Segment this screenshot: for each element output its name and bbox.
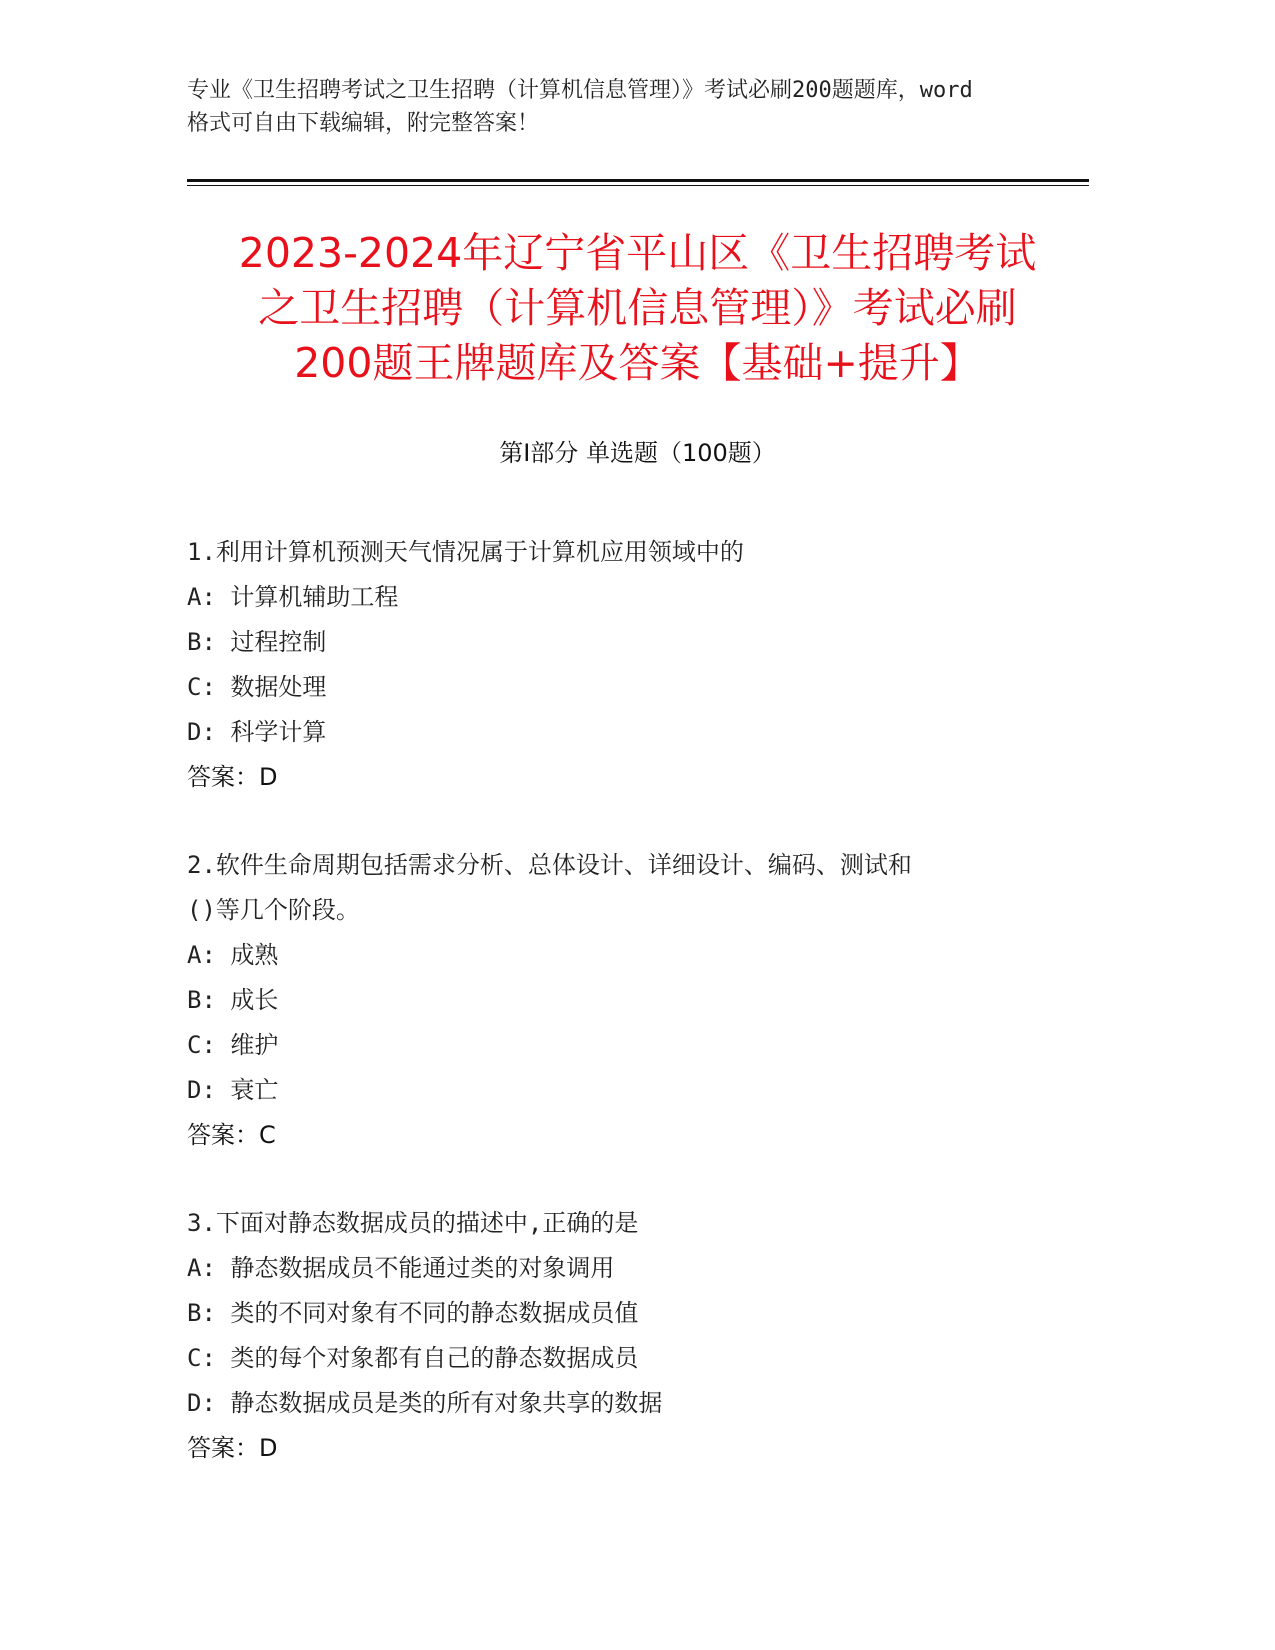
section-heading: 第Ⅰ部分 单选题（100题） xyxy=(499,439,776,467)
document-title-line: 之卫生招聘（计算机信息管理）》考试必刷 xyxy=(258,284,1017,332)
option-a: A: 成熟 xyxy=(187,941,279,969)
option-c: C: 类的每个对象都有自己的静态数据成员 xyxy=(187,1344,639,1372)
document-title-line: 2023-2024年辽宁省平山区《卫生招聘考试 xyxy=(238,229,1037,277)
answer-line: 答案：C xyxy=(187,1121,276,1149)
header-note-line: 格式可自由下载编辑，附完整答案！ xyxy=(187,111,540,136)
option-a: A: 计算机辅助工程 xyxy=(187,583,399,611)
question-list xyxy=(187,530,1087,1514)
question-item xyxy=(187,843,1087,1158)
question-stem: 3.下面对静态数据成员的描述中,正确的是 xyxy=(187,1209,639,1237)
question-stem: 1.利用计算机预测天气情况属于计算机应用领域中的 xyxy=(187,538,744,566)
question-stem: 2.软件生命周期包括需求分析、总体设计、详细设计、编码、测试和 xyxy=(187,851,912,879)
option-d: D: 静态数据成员是类的所有对象共享的数据 xyxy=(187,1389,663,1417)
question-item xyxy=(187,1201,1087,1471)
header-divider-thin xyxy=(187,185,1089,186)
header-note-line: 专业《卫生招聘考试之卫生招聘（计算机信息管理）》考试必刷200题题库，word xyxy=(187,78,973,103)
option-b: B: 成长 xyxy=(187,986,279,1014)
option-b: B: 过程控制 xyxy=(187,628,327,656)
document-title-line: 200题王牌题库及答案【基础+提升】 xyxy=(294,339,981,387)
option-c: C: 数据处理 xyxy=(187,673,327,701)
option-c: C: 维护 xyxy=(187,1031,279,1059)
answer-line: 答案：D xyxy=(187,763,278,791)
question-item xyxy=(187,530,1087,800)
header-divider-thick xyxy=(187,179,1089,182)
option-d: D: 衰亡 xyxy=(187,1076,279,1104)
question-stem-continued: ()等几个阶段。 xyxy=(187,896,360,924)
header-note xyxy=(187,74,1087,140)
answer-line: 答案：D xyxy=(187,1434,278,1462)
option-a: A: 静态数据成员不能通过类的对象调用 xyxy=(187,1254,615,1282)
document-title xyxy=(160,226,1115,391)
option-d: D: 科学计算 xyxy=(187,718,327,746)
option-b: B: 类的不同对象有不同的静态数据成员值 xyxy=(187,1299,639,1327)
